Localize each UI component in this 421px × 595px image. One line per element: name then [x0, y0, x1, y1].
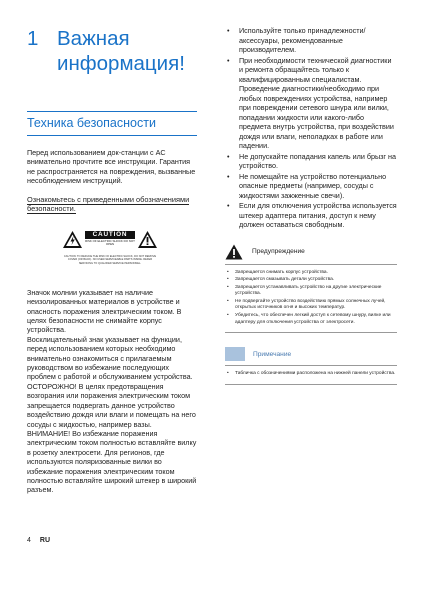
list-item: • Не подвергайте устройство воздействию прямых солнечных лучей, открытых источников огня и высоких температур. — [227, 298, 386, 311]
list-item: • Не допускайте попадания капель или брызг на устройство. — [227, 151, 397, 170]
list-item: • Используйте только принадлежности/ аксессуары, рекомендованные производителем. — [227, 26, 366, 54]
language-code: RU — [39, 537, 51, 544]
note-header — [225, 347, 397, 361]
body-paragraph: ОСТОРОЖНО! В целях предотвращения возгорания или поражения электрическим током запрещается подвергать данное устройство воздействию дождя или влаги и помещать на него сосуды с жидкостью, например вазы. — [27, 381, 196, 429]
list-item: • Убедитесь, что обеспечен легкий доступ к сетевому шнуру, вилке или адаптеру для отключения устройства от электросети. — [227, 313, 391, 325]
safety-symbols-note: Ознакомьтесь с приведенными обозначениями безопасности. — [27, 194, 190, 214]
note-icon — [225, 347, 245, 361]
warning-header — [225, 244, 397, 260]
chapter-heading — [27, 26, 197, 76]
list-item: • Не помещайте на устройство потенциально опасные предметы (например, сосуды с жидкостями зажженные свечи). — [227, 171, 387, 200]
warning-icon — [225, 244, 243, 260]
caution-label — [62, 228, 158, 275]
exclamation-warning-icon — [137, 230, 158, 249]
caution-fine-print: CAUTION: TO REDUCE THE RISK OF ELECTRIC SHOCK, DO NOT REMOVE COVER (OR BACK). NO USER-SERVICEABLE PARTS INSIDE. REFER SERVICING TO QUALIFIED SERVICE PERSONNEL. — [63, 254, 157, 265]
chapter-title — [57, 26, 185, 76]
chapter-number: 1 — [27, 27, 39, 50]
warning-bottom-divider — [225, 332, 397, 333]
right-column — [225, 26, 397, 385]
note-bottom-divider — [225, 384, 397, 385]
intro-paragraph: Перед использованием док-станции с AC внимательно прочтите все инструкции. Гарантия не распространяется на повреждения, вызванные несоблюдением инструкций. — [27, 148, 196, 186]
section-divider — [27, 135, 197, 136]
warning-list — [225, 270, 397, 327]
list-item: • Если для отключения устройства используется штекер адаптера питания, доступ к нему должен оставаться свободным. — [227, 201, 397, 229]
list-item: • Запрещается смазывать детали устройства. — [227, 277, 335, 283]
warning-title: Предупреждение — [252, 248, 305, 255]
chapter-title-line-1: Важная — [57, 27, 130, 50]
note-title: Примечание — [253, 350, 292, 358]
list-item: • Табличка с обозначениями расположена на нижней панели устройства. — [227, 371, 396, 377]
note-list — [225, 371, 397, 378]
note-divider — [225, 365, 397, 366]
caution-banner: CAUTION — [85, 231, 135, 239]
left-column — [27, 26, 197, 495]
chapter-divider — [27, 111, 197, 112]
safety-bullet-list — [225, 26, 397, 230]
symbols-explanation — [27, 288, 197, 495]
page-number: 4 — [27, 537, 31, 544]
list-item: • Запрещается устанавливать устройство на другие электрические устройства. — [227, 284, 382, 297]
chapter-title-line-2: информация! — [57, 52, 185, 75]
list-item: • При необходимости технической диагностики и ремонта обращайтесь только к квалифицированным специалистам. Проведение диагностики/необходимо при любых повреждениях устройства, например при повреждении сетевого шнура или вилки, попадании жидкости или какого-либо предмета внутрь устройства, при воздействии дождя или влаги, неполадках в работе или падении. — [227, 55, 394, 150]
warning-divider — [225, 264, 397, 265]
body-paragraph: Значок молнии указывает на наличие неизолированных материалов в устройстве и опасность поражения электрическим током. В целях безопасности не снимайте корпус устройства. — [27, 287, 182, 335]
page-footer — [27, 537, 50, 544]
caution-subtitle: RISK OF ELECTRIC SHOCK DO NOT OPEN — [85, 238, 135, 247]
section-title: Техника безопасности — [27, 116, 156, 130]
list-item: • Запрещается снимать корпус устройства. — [227, 269, 328, 275]
body-paragraph: Восклицательный знак указывает на функции, перед использованием которых необходимо внимательно ознакомиться с прилагаемым руководством во избежание последующих проблем с работой и обслуживанием устройства. — [27, 334, 193, 382]
body-paragraph: ВНИМАНИЕ! Во избежание поражения электрическим током полностью вставляйте вилку в розетку электросети. Для регионов, где используются поляризованные вилки во избежание поражения электрическим током полностью вставляйте широкий штекер в широкий разъем. — [27, 428, 197, 495]
lightning-warning-icon — [62, 230, 83, 249]
